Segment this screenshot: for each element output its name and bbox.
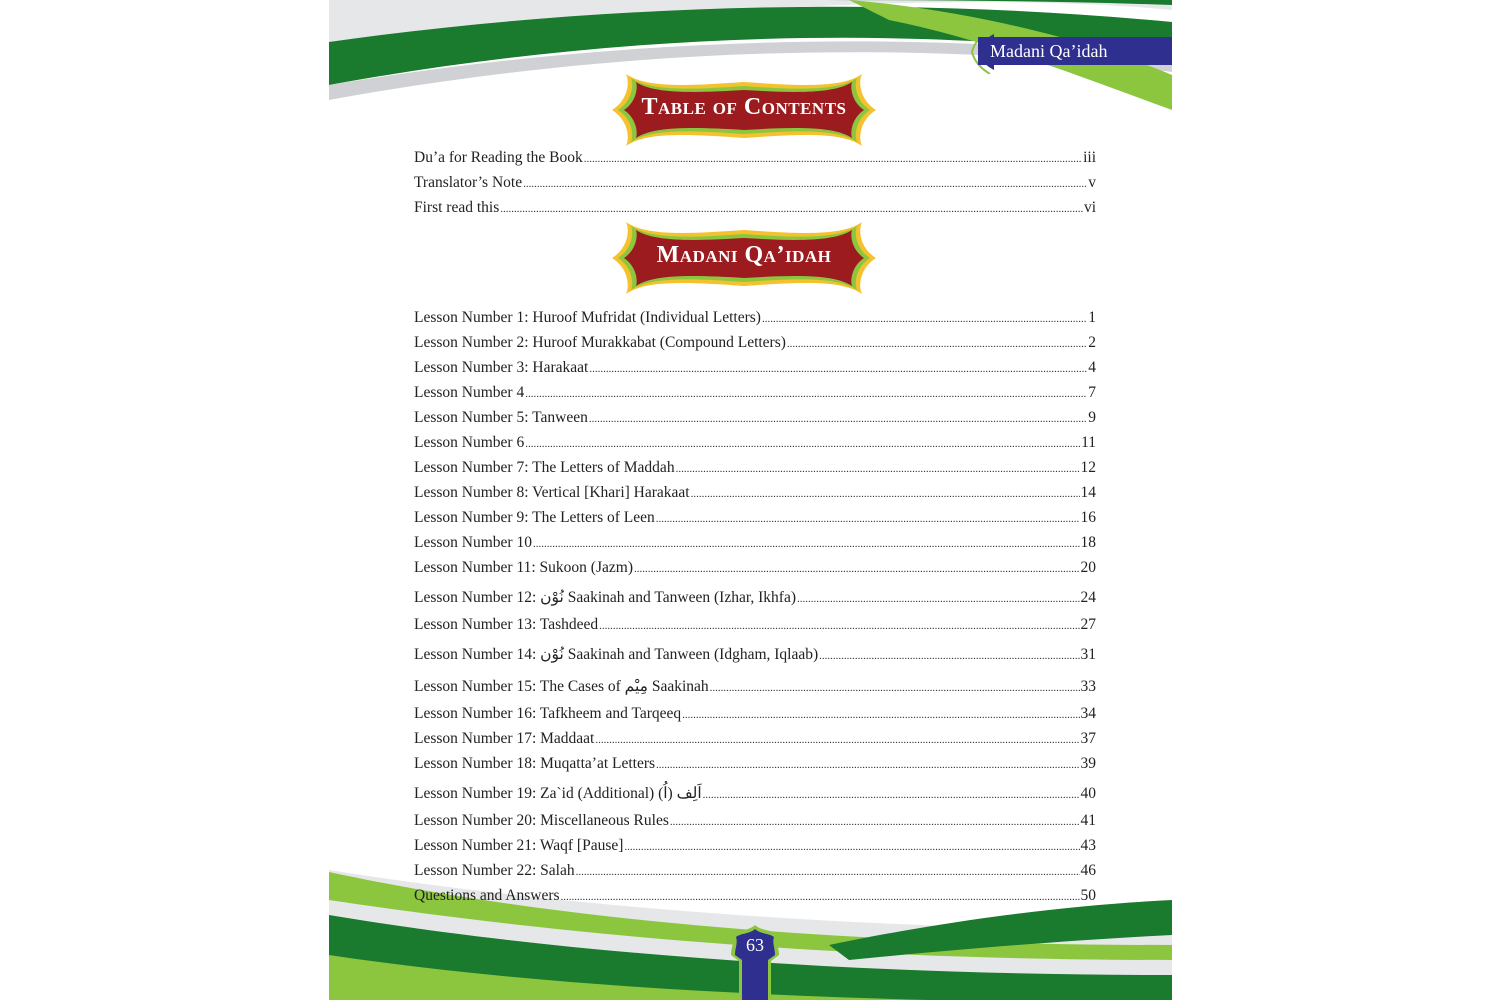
dot-leader bbox=[599, 612, 1079, 639]
toc-entry-title: First read this bbox=[414, 199, 500, 216]
dot-leader bbox=[525, 430, 1080, 457]
toc-row[interactable] bbox=[414, 505, 1096, 530]
toc-entry-page: 50 bbox=[1080, 887, 1096, 904]
toc-entry-page: 46 bbox=[1080, 862, 1096, 879]
dot-leader bbox=[656, 505, 1080, 532]
toc-row[interactable] bbox=[414, 612, 1096, 637]
toc-entry-page: 11 bbox=[1081, 434, 1096, 451]
toc-entry-title: Lesson Number 19: Za`id (Additional) اَلِف (اُ) bbox=[414, 785, 702, 802]
lessons-list bbox=[414, 305, 1096, 908]
toc-row[interactable] bbox=[414, 430, 1096, 455]
toc-entry-page: 4 bbox=[1088, 359, 1096, 376]
toc-row[interactable] bbox=[414, 195, 1096, 220]
dot-leader bbox=[576, 858, 1080, 885]
toc-row[interactable] bbox=[414, 858, 1096, 883]
toc-entry-title: Lesson Number 10 bbox=[414, 534, 532, 551]
toc-entry-title: Lesson Number 16: Tafkheem and Tarqeeq bbox=[414, 705, 682, 722]
toc-entry-page: v bbox=[1088, 174, 1096, 191]
toc-entry-title: Lesson Number 5: Tanween bbox=[414, 409, 588, 426]
dot-leader bbox=[762, 305, 1087, 332]
toc-entry-title: Lesson Number 6 bbox=[414, 434, 525, 451]
toc-banner bbox=[606, 72, 882, 148]
page-number-tab bbox=[729, 925, 781, 1000]
dot-leader bbox=[656, 751, 1079, 778]
toc-entry-title: Du’a for Reading the Book bbox=[414, 149, 583, 166]
toc-row[interactable] bbox=[414, 751, 1096, 776]
toc-entry-title: Lesson Number 4 bbox=[414, 384, 525, 401]
toc-entry-page: 34 bbox=[1080, 705, 1096, 722]
toc-row[interactable] bbox=[414, 170, 1096, 195]
toc-row[interactable] bbox=[414, 726, 1096, 751]
toc-entry-page: 9 bbox=[1088, 409, 1096, 426]
toc-row[interactable] bbox=[414, 380, 1096, 405]
toc-entry-page: 20 bbox=[1080, 559, 1096, 576]
toc-row[interactable] bbox=[414, 145, 1096, 170]
dot-leader bbox=[787, 330, 1087, 357]
toc-row[interactable] bbox=[414, 637, 1096, 669]
toc-entry-page: 33 bbox=[1080, 678, 1096, 695]
toc-entry-page: 24 bbox=[1080, 589, 1096, 606]
dot-leader bbox=[584, 145, 1082, 172]
toc-entry-page: vi bbox=[1083, 199, 1096, 216]
dot-leader bbox=[670, 808, 1080, 835]
toc-entry-page: 39 bbox=[1080, 755, 1096, 772]
front-matter-list bbox=[414, 145, 1096, 220]
toc-entry-title: Lesson Number 14: نُوْن Saakinah and Tanween (Idgham, Iqlaab) bbox=[414, 646, 819, 663]
toc-row[interactable] bbox=[414, 455, 1096, 480]
toc-entry-page: 18 bbox=[1080, 534, 1096, 551]
dot-leader bbox=[525, 380, 1087, 407]
section-banner bbox=[606, 220, 882, 296]
toc-entry-page: 7 bbox=[1088, 384, 1096, 401]
toc-row[interactable] bbox=[414, 330, 1096, 355]
toc-entry-title: Lesson Number 22: Salah bbox=[414, 862, 575, 879]
toc-entry-title: Lesson Number 18: Muqatta’at Letters bbox=[414, 755, 656, 772]
toc-row[interactable] bbox=[414, 833, 1096, 858]
toc-entry-page: 14 bbox=[1080, 484, 1096, 501]
toc-row[interactable] bbox=[414, 808, 1096, 833]
dot-leader bbox=[589, 405, 1087, 432]
toc-row[interactable] bbox=[414, 530, 1096, 555]
dot-leader bbox=[589, 355, 1087, 382]
toc-row[interactable] bbox=[414, 305, 1096, 330]
toc-row[interactable] bbox=[414, 883, 1096, 908]
toc-row[interactable] bbox=[414, 776, 1096, 808]
toc-entry-title: Questions and Answers bbox=[414, 887, 560, 904]
toc-entry-title: Lesson Number 11: Sukoon (Jazm) bbox=[414, 559, 633, 576]
toc-entry-page: 16 bbox=[1080, 509, 1096, 526]
toc-entry-page: 1 bbox=[1088, 309, 1096, 326]
toc-entry-title: Translator’s Note bbox=[414, 174, 523, 191]
toc-entry-title: Lesson Number 17: Maddaat bbox=[414, 730, 595, 747]
section-title: Madani Qa’idah bbox=[656, 242, 832, 268]
toc-entry-title: Lesson Number 12: نُوْن Saakinah and Tanween (Izhar, Ikhfa) bbox=[414, 589, 796, 606]
toc-row[interactable] bbox=[414, 405, 1096, 430]
toc-entry-page: 2 bbox=[1088, 334, 1096, 351]
toc-entry-title: Lesson Number 2: Huroof Murakkabat (Compound Letters) bbox=[414, 334, 786, 351]
toc-entry-title: Lesson Number 20: Miscellaneous Rules bbox=[414, 812, 669, 829]
toc-row[interactable] bbox=[414, 669, 1096, 701]
toc-entry-page: 31 bbox=[1080, 646, 1096, 663]
dot-leader bbox=[500, 195, 1083, 222]
page-number: 63 bbox=[746, 935, 764, 955]
toc-row[interactable] bbox=[414, 580, 1096, 612]
dot-leader bbox=[595, 726, 1079, 753]
toc-entry-page: 41 bbox=[1080, 812, 1096, 829]
toc-entry-title: Lesson Number 8: Vertical [Khari] Harakaat bbox=[414, 484, 690, 501]
toc-entry-page: iii bbox=[1083, 149, 1096, 166]
toc-row[interactable] bbox=[414, 480, 1096, 505]
toc-entry-title: Lesson Number 15: The Cases of مِیْم Saakinah bbox=[414, 678, 709, 695]
toc-row[interactable] bbox=[414, 701, 1096, 726]
dot-leader bbox=[561, 883, 1080, 910]
toc-row[interactable] bbox=[414, 555, 1096, 580]
toc-entry-title: Lesson Number 7: The Letters of Maddah bbox=[414, 459, 675, 476]
toc-entry-title: Lesson Number 3: Harakaat bbox=[414, 359, 589, 376]
toc-entry-title: Lesson Number 13: Tashdeed bbox=[414, 616, 599, 633]
dot-leader bbox=[676, 455, 1080, 482]
toc-entry-page: 12 bbox=[1080, 459, 1096, 476]
dot-leader bbox=[523, 170, 1087, 197]
toc-entry-page: 43 bbox=[1080, 837, 1096, 854]
toc-title: Table of Contents bbox=[641, 94, 847, 120]
running-header: Madani Qa’idah bbox=[978, 37, 1172, 65]
dot-leader bbox=[691, 480, 1080, 507]
dot-leader bbox=[634, 555, 1080, 582]
toc-entry-page: 40 bbox=[1080, 785, 1096, 802]
toc-row[interactable] bbox=[414, 355, 1096, 380]
toc-entry-title: Lesson Number 1: Huroof Mufridat (Individual Letters) bbox=[414, 309, 761, 326]
dot-leader bbox=[533, 530, 1080, 557]
toc-entry-page: 27 bbox=[1080, 616, 1096, 633]
toc-entry-title: Lesson Number 21: Waqf [Pause] bbox=[414, 837, 624, 854]
dot-leader bbox=[682, 701, 1079, 728]
toc-entry-page: 37 bbox=[1080, 730, 1096, 747]
toc-entry-title: Lesson Number 9: The Letters of Leen bbox=[414, 509, 655, 526]
dot-leader bbox=[624, 833, 1079, 860]
